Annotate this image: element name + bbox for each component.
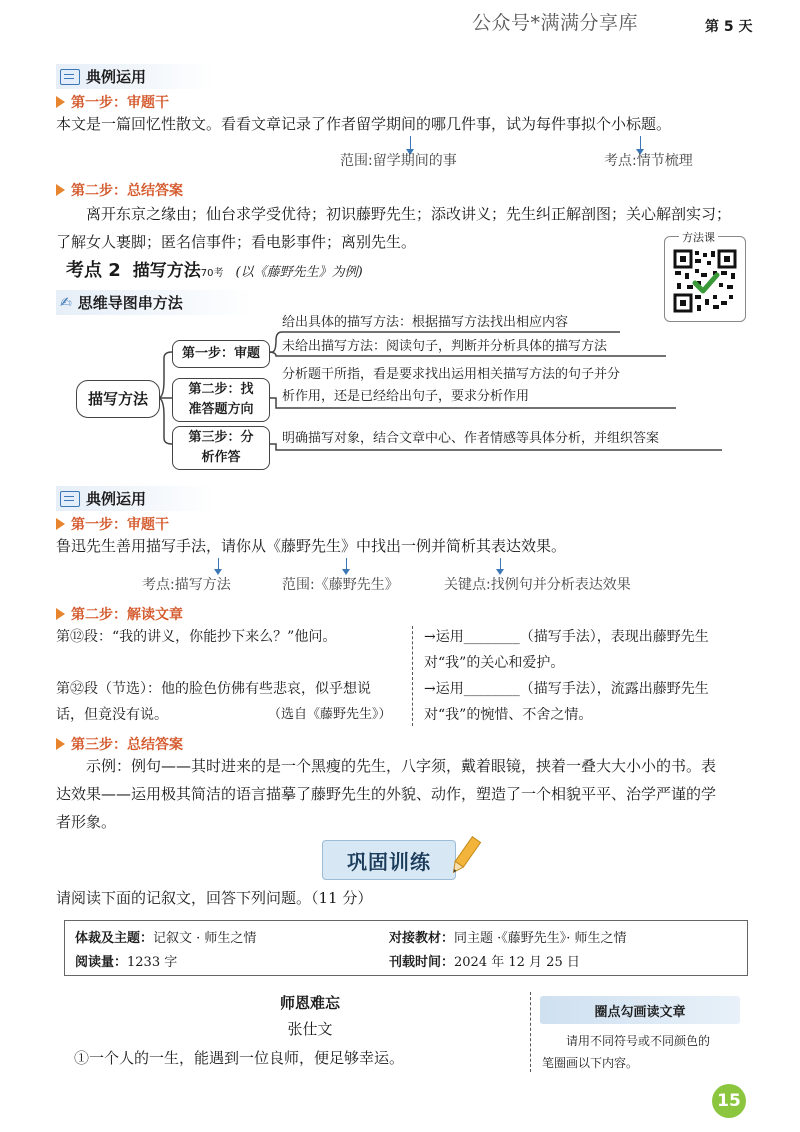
step1-heading: 第一步：审题干 — [56, 92, 169, 112]
paragraph-32-source: （选自《藤野先生》） — [268, 707, 392, 722]
kaodian-title: 描写方法 — [132, 261, 201, 281]
kaodian-label: 考点 2 — [66, 260, 121, 281]
triangle-icon — [56, 738, 65, 750]
triangle-icon — [56, 608, 65, 620]
answer-line: 者形象。 — [56, 813, 117, 831]
mindmap-step3-branch: 明确描写对象，结合文章中心、作者情感等具体分析，并组织答案 — [282, 431, 660, 446]
person-icon: ✍ — [60, 294, 72, 311]
mindmap-step2-branch-line1: 分析题干所指，看是要求找出运用相关描写方法的句子并分 — [282, 367, 621, 382]
pencil-icon — [448, 834, 482, 878]
paragraph-12-quote: 第⑫段：“我的讲义，你能抄下来么？”他问。 — [56, 629, 337, 645]
annotation-line1: 请用不同符号或不同颜色的 — [566, 1034, 711, 1048]
step2-heading: 第二步：解读文章 — [56, 604, 183, 624]
qr-label: 方法课 — [679, 229, 718, 245]
hint-point: 考点:描写方法 — [142, 577, 231, 593]
word-count-row: 阅读量：1233 字 — [75, 955, 178, 970]
kaodian-count: 70考 — [200, 268, 224, 279]
step1-text: 本文是一篇回忆性散文。看看文章记录了作者留学期间的哪几件事，试为每件事拟个小标题。 — [56, 115, 672, 133]
arrow-down-icon — [218, 558, 219, 570]
paragraph-32-answer-line2: 对“我”的惋惜、不舍之情。 — [424, 707, 593, 723]
training-banner: 巩固训练 — [322, 840, 456, 880]
mindmap-step2-branch-line2: 析作用，还是已经给出句子，要求分析作用 — [282, 389, 530, 404]
paragraph-12-answer-line2: 对“我”的关心和爱护。 — [424, 655, 565, 671]
watermark-text: 公众号*满满分享库 — [472, 12, 639, 34]
hint-key: 关键点:找例句并分析表达效果 — [444, 577, 631, 593]
paragraph-12-answer-line1: →运用________（描写手法），表现出藤野先生 — [424, 629, 709, 645]
step3-heading: 第三步：总结答案 — [56, 734, 183, 754]
kaodian-note: (以《藤野先生》为例) — [235, 265, 363, 280]
annotation-box-title: 圈点勾画读文章 — [540, 996, 740, 1024]
question-text: 鲁迅先生善用描写手法，请你从《藤野先生》中找出一例并简析其表达效果。 — [56, 537, 567, 555]
mindmap-step1-branch-b: 未给出描写方法：阅读句子，判断并分析具体的描写方法 — [282, 339, 608, 354]
paragraph-32-quote-line2: 话，但竟没有说。 — [56, 707, 168, 723]
hint-scope: 范围:《藤野先生》 — [282, 577, 399, 593]
mindmap-step2-node: 第二步：找 准答题方向 — [172, 378, 270, 422]
paragraph-32-answer-line1: →运用________（描写手法），流露出藤野先生 — [424, 681, 709, 697]
answer-line: 达效果——运用极其简洁的语言描摹了藤野先生的外貌、动作，塑造了一个相貌平平、治学严谨的学 — [56, 785, 717, 803]
step2-heading: 第二步：总结答案 — [56, 180, 183, 200]
step1-heading: 第一步：审题干 — [56, 514, 169, 534]
dashed-divider — [412, 626, 413, 726]
answer-line: 了解女人裹脚；匿名信事件；看电影事件；离别先生。 — [56, 233, 417, 251]
article-author: 张仕文 — [287, 1020, 333, 1038]
example-section-header — [56, 486, 216, 511]
page-number: 15 — [712, 1084, 746, 1118]
arrow-down-icon — [500, 558, 501, 570]
mindmap-center-node: 描写方法 — [76, 380, 160, 418]
section-title: 思维导图串方法 — [77, 294, 183, 312]
mindmap-step3-node: 第三步：分 析作答 — [172, 426, 270, 470]
publish-date-row: 刊载时间：2024 年 12 月 25 日 — [389, 955, 580, 970]
article-info-card — [64, 920, 748, 976]
paragraph-32-quote-line1: 第㉜段（节选）：他的脸色仿佛有些悲哀，似乎想说 — [56, 681, 371, 697]
arrow-down-icon — [346, 558, 347, 570]
answer-line: 示例：例句——其时进来的是一个黑瘦的先生，八字须，戴着眼镜，挟着一叠大大小小的书。表 — [86, 757, 717, 775]
document-icon — [60, 491, 80, 507]
mindmap-step1-branch-a: 给出具体的描写方法：根据描写方法找出相应内容 — [282, 315, 569, 330]
day-label: 第 5 天 — [705, 19, 753, 35]
textbook-row: 对接教材：同主题 ·《藤野先生》· 师生之情 — [389, 931, 627, 946]
genre-row: 体裁及主题：记叙文 · 师生之情 — [75, 931, 257, 946]
mindmap-step1-node: 第一步：审题 — [172, 340, 270, 368]
article-title: 师恩难忘 — [279, 994, 340, 1012]
hint-point: 考点:情节梳理 — [604, 153, 693, 169]
section-title: 典例运用 — [86, 68, 147, 86]
section-title: 典例运用 — [86, 490, 147, 508]
hint-scope: 范围:留学期间的事 — [340, 153, 457, 169]
annotation-line2: 笔圈画以下内容。 — [542, 1056, 639, 1070]
dashed-divider — [530, 992, 531, 1072]
article-first-paragraph: ①一个人的一生，能遇到一位良师，便足够幸运。 — [74, 1049, 405, 1067]
answer-line: 离开东京之缘由；仙台求学受优待；初识藤野先生；添改讲义；先生纠正解剖图；关心解剖实习； — [86, 205, 732, 223]
triangle-icon — [56, 518, 65, 530]
training-instruction: 请阅读下面的记叙文，回答下列问题。（11 分） — [56, 889, 373, 907]
